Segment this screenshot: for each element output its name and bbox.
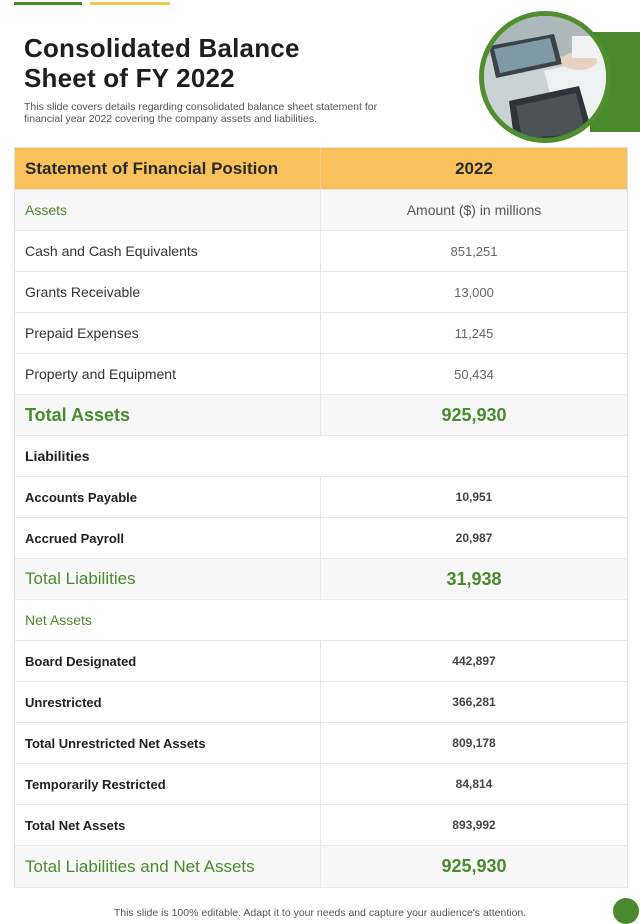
total-value: 925,930 <box>441 404 507 425</box>
assets-section-row <box>15 190 627 231</box>
section-label: Liabilities <box>25 448 90 464</box>
page-subtitle: This slide covers details regarding consolidated balance sheet statement for financial year 2022 covering the company assets and liabilities. <box>24 101 378 125</box>
row-value: 84,814 <box>455 777 493 791</box>
row-value: 809,178 <box>452 736 496 750</box>
total-value: 31,938 <box>446 568 502 589</box>
row-value: 20,987 <box>455 531 493 545</box>
row-value: 893,992 <box>452 818 496 832</box>
row-value: 50,434 <box>454 366 494 382</box>
empty-cell <box>321 436 627 476</box>
table-row <box>15 723 627 764</box>
row-label: Accrued Payroll <box>15 518 321 558</box>
table-row <box>15 354 627 395</box>
table-row <box>15 641 627 682</box>
section-label: Net Assets <box>25 612 92 628</box>
row-value: 851,251 <box>450 243 498 259</box>
row-label: Unrestricted <box>15 682 321 722</box>
row-value: 366,281 <box>452 695 496 709</box>
row-value: 10,951 <box>455 490 493 504</box>
units-label: Amount ($) in millions <box>406 202 542 218</box>
row-label: Grants Receivable <box>15 272 321 312</box>
balance-sheet-table <box>14 147 628 888</box>
table-row <box>15 477 627 518</box>
total-liabilities-row <box>15 559 627 600</box>
row-label: Total Unrestricted Net Assets <box>15 723 321 763</box>
row-label: Property and Equipment <box>15 354 321 394</box>
table-row <box>15 231 627 272</box>
decorative-corner-dot <box>613 898 639 924</box>
page-title: Consolidated Balance Sheet of FY 2022 <box>24 33 300 93</box>
header-year: 2022 <box>455 158 493 178</box>
header-label: Statement of Financial Position <box>15 148 321 189</box>
total-label: Total Assets <box>15 395 321 435</box>
row-label: Board Designated <box>15 641 321 681</box>
total-value: 925,930 <box>441 856 507 876</box>
footer-note: This slide is 100% editable. Adapt it to your needs and capture your audience's attention. <box>113 907 527 919</box>
total-label: Total Liabilities and Net Assets <box>15 846 321 887</box>
table-row <box>15 764 627 805</box>
table-header-row <box>15 148 627 190</box>
top-accent-yellow <box>90 2 170 5</box>
row-value: 442,897 <box>452 654 496 668</box>
top-accent-green <box>14 2 82 5</box>
liabilities-section-row <box>15 436 627 477</box>
office-photo <box>479 11 611 143</box>
grand-total-row <box>15 846 627 887</box>
row-label: Cash and Cash Equivalents <box>15 231 321 271</box>
table-row <box>15 272 627 313</box>
table-row <box>15 682 627 723</box>
row-value: 11,245 <box>454 325 494 341</box>
row-label: Total Net Assets <box>15 805 321 845</box>
row-label: Prepaid Expenses <box>15 313 321 353</box>
row-value: 13,000 <box>454 284 494 300</box>
row-label: Temporarily Restricted <box>15 764 321 804</box>
section-label: Assets <box>15 190 321 230</box>
table-row <box>15 313 627 354</box>
empty-cell <box>321 600 627 640</box>
net-assets-section-row <box>15 600 627 641</box>
total-assets-row <box>15 395 627 436</box>
table-row <box>15 805 627 846</box>
table-row <box>15 518 627 559</box>
total-label: Total Liabilities <box>15 559 321 599</box>
row-label: Accounts Payable <box>15 477 321 517</box>
